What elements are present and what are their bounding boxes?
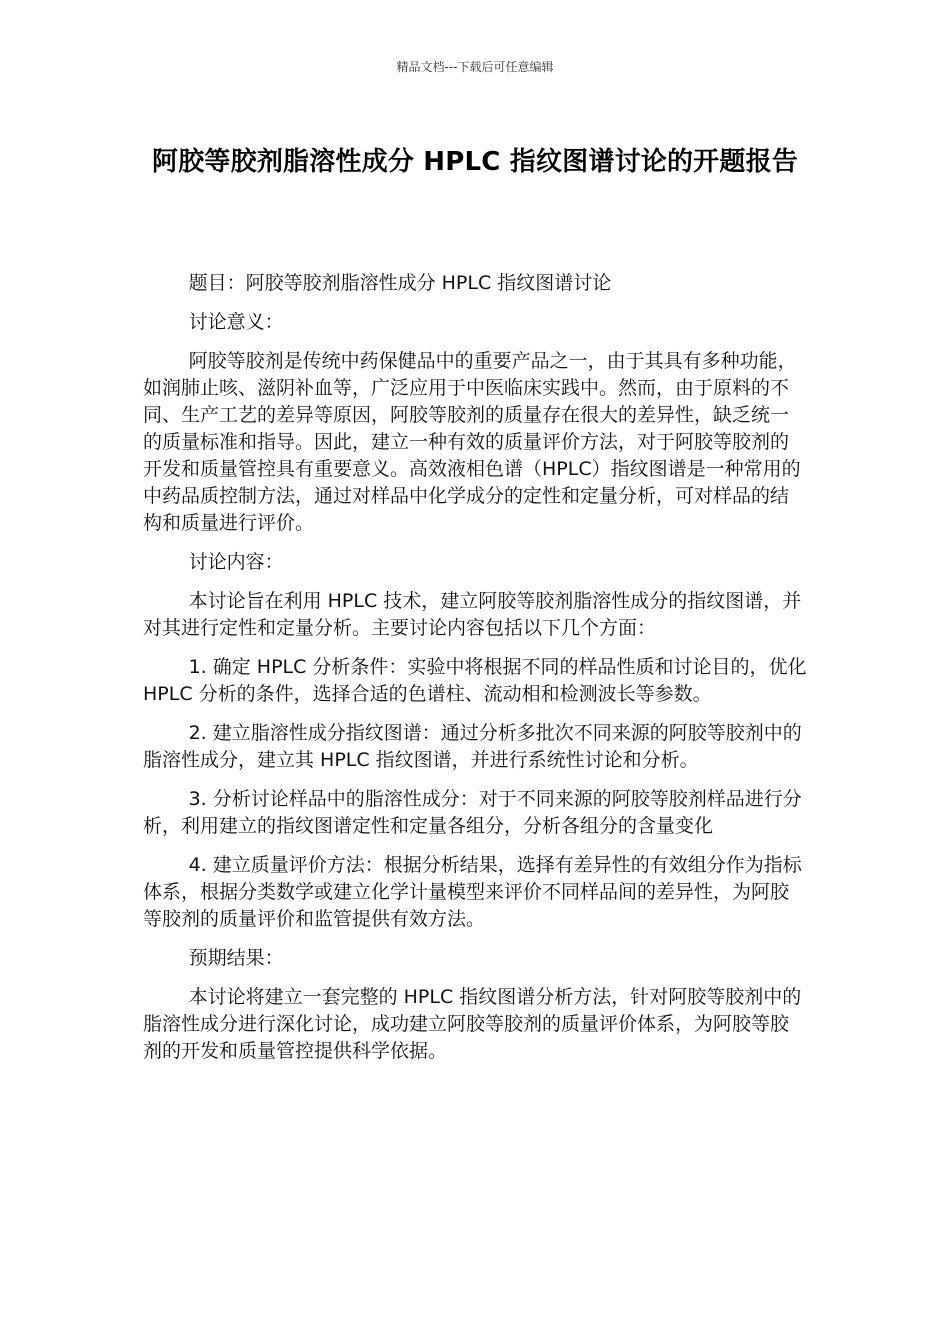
content-heading: 讨论内容： [188,551,284,573]
document-title: 阿胶等胶剂脂溶性成分 HPLC 指纹图谱讨论的开题报告 [152,147,798,177]
content-item: 3. 分析讨论样品中的脂溶性成分：对于不同来源的阿胶等胶剂样品进行分析，利用建立的指纹图谱定性和定量各组分，分析各组分的含量变化 [143,788,802,837]
expected-heading: 预期结果： [188,947,284,969]
expected-paragraph: 本讨论将建立一套完整的 HPLC 指纹图谱分析方法，针对阿胶等胶剂中的脂溶性成分进行深化讨论，成功建立阿胶等胶剂的质量评价体系，为阿胶等胶剂的开发和质量管控提供科学依据。 [143,986,802,1062]
significance-heading: 讨论意义： [188,311,284,333]
significance-paragraph: 阿胶等胶剂是传统中药保健品中的重要产品之一，由于其具有多种功能，如润肺止咳、滋阴补血等，广泛应用于中医临床实践中。然而，由于原料的不同、生产工艺的差异等原因，阿胶等胶剂的质量存在很大的差异性，缺乏统一的质量标准和指导。因此，建立一种有效的质量评价方法，对于阿胶等胶剂的开发和质量管控具有重要意义。高效液相色谱（HPLC）指纹图谱是一种常用的中药品质控制方法，通过对样品中化学成分的定性和定量分析，可对样品的结构和质量进行评价。 [143,350,801,534]
content-item: 2. 建立脂溶性成分指纹图谱：通过分析多批次不同来源的阿胶等胶剂中的脂溶性成分，建立其 HPLC 指纹图谱，并进行系统性讨论和分析。 [143,722,802,771]
document-body [143,270,807,1077]
content-item: 4. 建立质量评价方法：根据分析结果，选择有差异性的有效组分作为指标体系，根据分类数学或建立化学计量模型来评价不同样品间的差异性，为阿胶等胶剂的质量评价和监管提供有效方法。 [143,854,802,930]
content-intro-paragraph: 本讨论旨在利用 HPLC 技术，建立阿胶等胶剂脂溶性成分的指纹图谱，并对其进行定性和定量分析。主要讨论内容包括以下几个方面： [143,590,802,639]
topic-line: 题目：阿胶等胶剂脂溶性成分 HPLC 指纹图谱讨论 [188,272,612,294]
content-item: 1. 确定 HPLC 分析条件：实验中将根据不同的样品性质和讨论目的，优化 HPLC 分析的条件，选择合适的色谱柱、流动相和检测波长等参数。 [143,656,807,705]
page-header: 精品文档---下载后可任意编辑 [396,60,554,74]
